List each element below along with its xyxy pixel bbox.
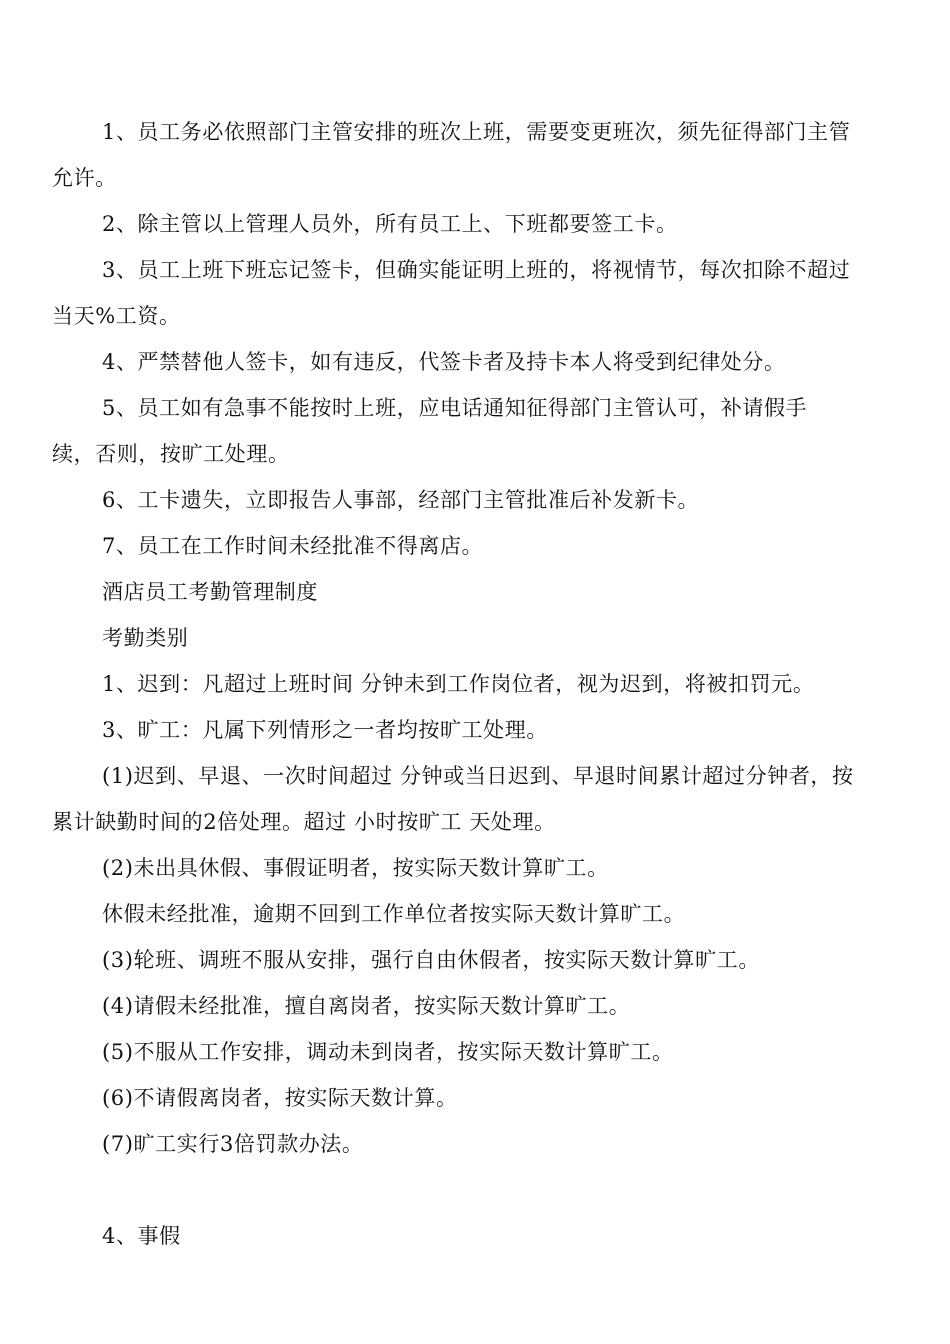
- rule-line-3: 3、员工上班下班忘记签卡，但确实能证明上班的，将视情节，每次扣除不超过: [102, 258, 851, 282]
- rule-line-6: 6、工卡遗失，立即报告人事部，经部门主管批准后补发新卡。: [102, 488, 700, 512]
- absent-item-2-note: 休假未经批准，逾期不回到工作单位者按实际天数计算旷工。: [102, 902, 686, 926]
- rule-line-5: 5、员工如有急事不能按时上班，应电话通知征得部门主管认可，补请假手: [102, 396, 808, 420]
- rule-line-3-cont: 当天%工资。: [52, 304, 181, 328]
- absent-item-7: (7)旷工实行3倍罚款办法。: [102, 1132, 364, 1156]
- absent-item-5: (5)不服从工作安排，调动未到岗者，按实际天数计算旷工。: [102, 1040, 674, 1064]
- absent-item-6: (6)不请假离岗者，按实际天数计算。: [102, 1086, 458, 1110]
- rule-line-4: 4、严禁替他人签卡，如有违反，代签卡者及持卡本人将受到纪律处分。: [102, 350, 786, 374]
- rule-line-1: 1、员工务必依照部门主管安排的班次上班，需要变更班次，须先征得部门主管: [102, 120, 851, 144]
- category-personal-leave: 4、事假: [102, 1224, 181, 1248]
- absent-item-2: (2)未出具休假、事假证明者，按实际天数计算旷工。: [102, 856, 609, 880]
- section-title: 酒店员工考勤管理制度: [102, 580, 318, 604]
- rule-line-5-cont: 续，否则，按旷工处理。: [52, 442, 290, 466]
- absent-item-1-cont: 累计缺勤时间的2倍处理。超过 小时按旷工 天处理。: [52, 810, 556, 834]
- rule-line-2: 2、除主管以上管理人员外，所有员工上、下班都要签工卡。: [102, 212, 678, 236]
- subsection-title: 考勤类别: [102, 626, 189, 650]
- rule-line-1-cont: 允许。: [52, 166, 117, 190]
- absent-item-1: (1)迟到、早退、一次时间超过 分钟或当日迟到、早退时间累计超过分钟者，按: [102, 764, 854, 788]
- absent-item-3: (3)轮班、调班不服从安排，强行自由休假者，按实际天数计算旷工。: [102, 948, 760, 972]
- category-absent: 3、旷工：凡属下列情形之一者均按旷工处理。: [102, 718, 548, 742]
- category-late: 1、迟到：凡超过上班时间 分钟未到工作岗位者，视为迟到，将被扣罚元。: [102, 672, 815, 696]
- absent-item-4: (4)请假未经批准，擅自离岗者，按实际天数计算旷工。: [102, 994, 631, 1018]
- rule-line-7: 7、员工在工作时间未经批准不得离店。: [102, 534, 484, 558]
